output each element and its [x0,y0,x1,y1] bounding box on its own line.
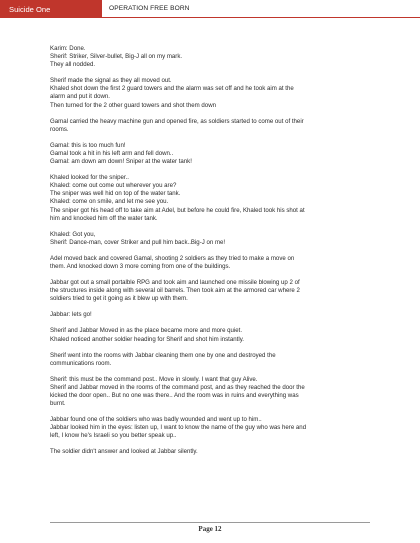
chapter-title: OPERATION FREE BORN [102,0,420,18]
text-line: Gamal: this is too much fun! [50,141,126,149]
book-title-tab: Suicide One [0,0,102,18]
text-line: left, I know he's Israeli so you better speak up.. [50,432,177,440]
paragraph [50,118,376,134]
text-line: soldiers tried to get it going as it blew up with them. [50,295,188,303]
paragraph [50,279,376,303]
paragraph [50,352,376,368]
text-line: kicked the door open.. But no one was there.. And the room was in ruins and everything was [50,392,299,399]
text-line: Adel moved back and covered Gamal, shooting 2 soldiers as they tried to make a move on [50,254,295,262]
text-line: Sherif: this must be the command post.. Move in slowly. I want that guy Alive. [50,375,258,383]
page-header [0,0,420,18]
text-line: Sherif and Jabbar Moved in as the place became more and more quiet. [50,327,243,335]
text-line: The sniper got his head off to take aim at Adel, but before he could fire, Khaled took his shot at [50,206,305,214]
text-line: Gamal: am down am down! Sniper at the water tank! [50,158,192,166]
text-line: Khaled looked for the sniper.. [50,174,129,182]
text-line: Sherif: Striker, Silver-bullet, Big-J all on my mark. [50,53,183,61]
paragraph [50,376,376,408]
text-line: the structures inside along with several oil barrels. Then took aim at the armored car where 2 [50,287,300,295]
text-line: Sherif made the signal as they all moved out. [50,77,172,85]
text-line: Sherif: Dance-man, cover Striker and pull him back..Big-J on me! [50,238,226,246]
text-line: him and knocked him off the water tank. [50,214,158,222]
footer-divider [50,522,370,523]
text-line: Khaled: come out come out wherever you are? [50,182,177,190]
paragraph [50,416,376,440]
text-line: They all nodded. [50,61,96,69]
paragraph [50,45,376,69]
text-line: Jabbar found one of the soldiers who was badly wounded and went up to him.. [50,416,262,424]
paragraph [50,448,376,456]
text-line: Then turned for the 2 other guard towers and shot them down [50,101,216,109]
paragraph [50,255,376,271]
paragraph [50,77,376,109]
text-line: Sherif went into the rooms with Jabbar cleaning them one by one and destroyed the [50,351,276,359]
text-line: Khaled: come on smile, and let me see you. [50,198,169,206]
paragraph [50,311,376,319]
body-text [50,45,376,465]
paragraph [50,174,376,223]
text-line: Gamal took a hit in his left arm and fell down.. [50,149,174,157]
text-line: them. And knocked down 3 more coming from one of the buildings. [50,262,231,270]
text-line: alarm and put it down. [50,93,110,101]
text-line: communications room. [50,359,112,367]
paragraph [50,327,376,343]
paragraph [50,142,376,166]
text-line: Khaled: Got you, [50,230,96,238]
text-line: The soldier didn't answer and looked at Jabbar silently. [50,448,198,456]
text-line: Sherif and Jabbar moved in the rooms of the command post, and as they reached the door the [50,383,305,391]
text-line: Jabbar got out a small portalble RPG and took aim and launched one missile blowing up 2 of [50,279,300,287]
text-line: Karim: Done. [50,45,86,52]
text-line: Jabbar: lets go! [50,311,92,319]
text-line: Gamal carried the heavy machine gun and opened fire, as soldiers started to come out of their [50,117,304,125]
text-line: Khaled noticed another soldier heading for Sherif and shot him instantly. [50,335,244,343]
text-line: burnt. [50,400,66,408]
page-number: Page 12 [198,525,222,533]
paragraph [50,231,376,247]
text-line: The sniper was well hid on top of the water tank. [50,190,181,198]
text-line: Jabbar looked him in the eyes: listen up, I want to know the name of the guy who was here and [50,424,307,432]
text-line: Khaled shot down the first 2 guard towers and the alarm was set off and he took aim at the [50,85,294,93]
text-line: rooms. [50,125,69,133]
